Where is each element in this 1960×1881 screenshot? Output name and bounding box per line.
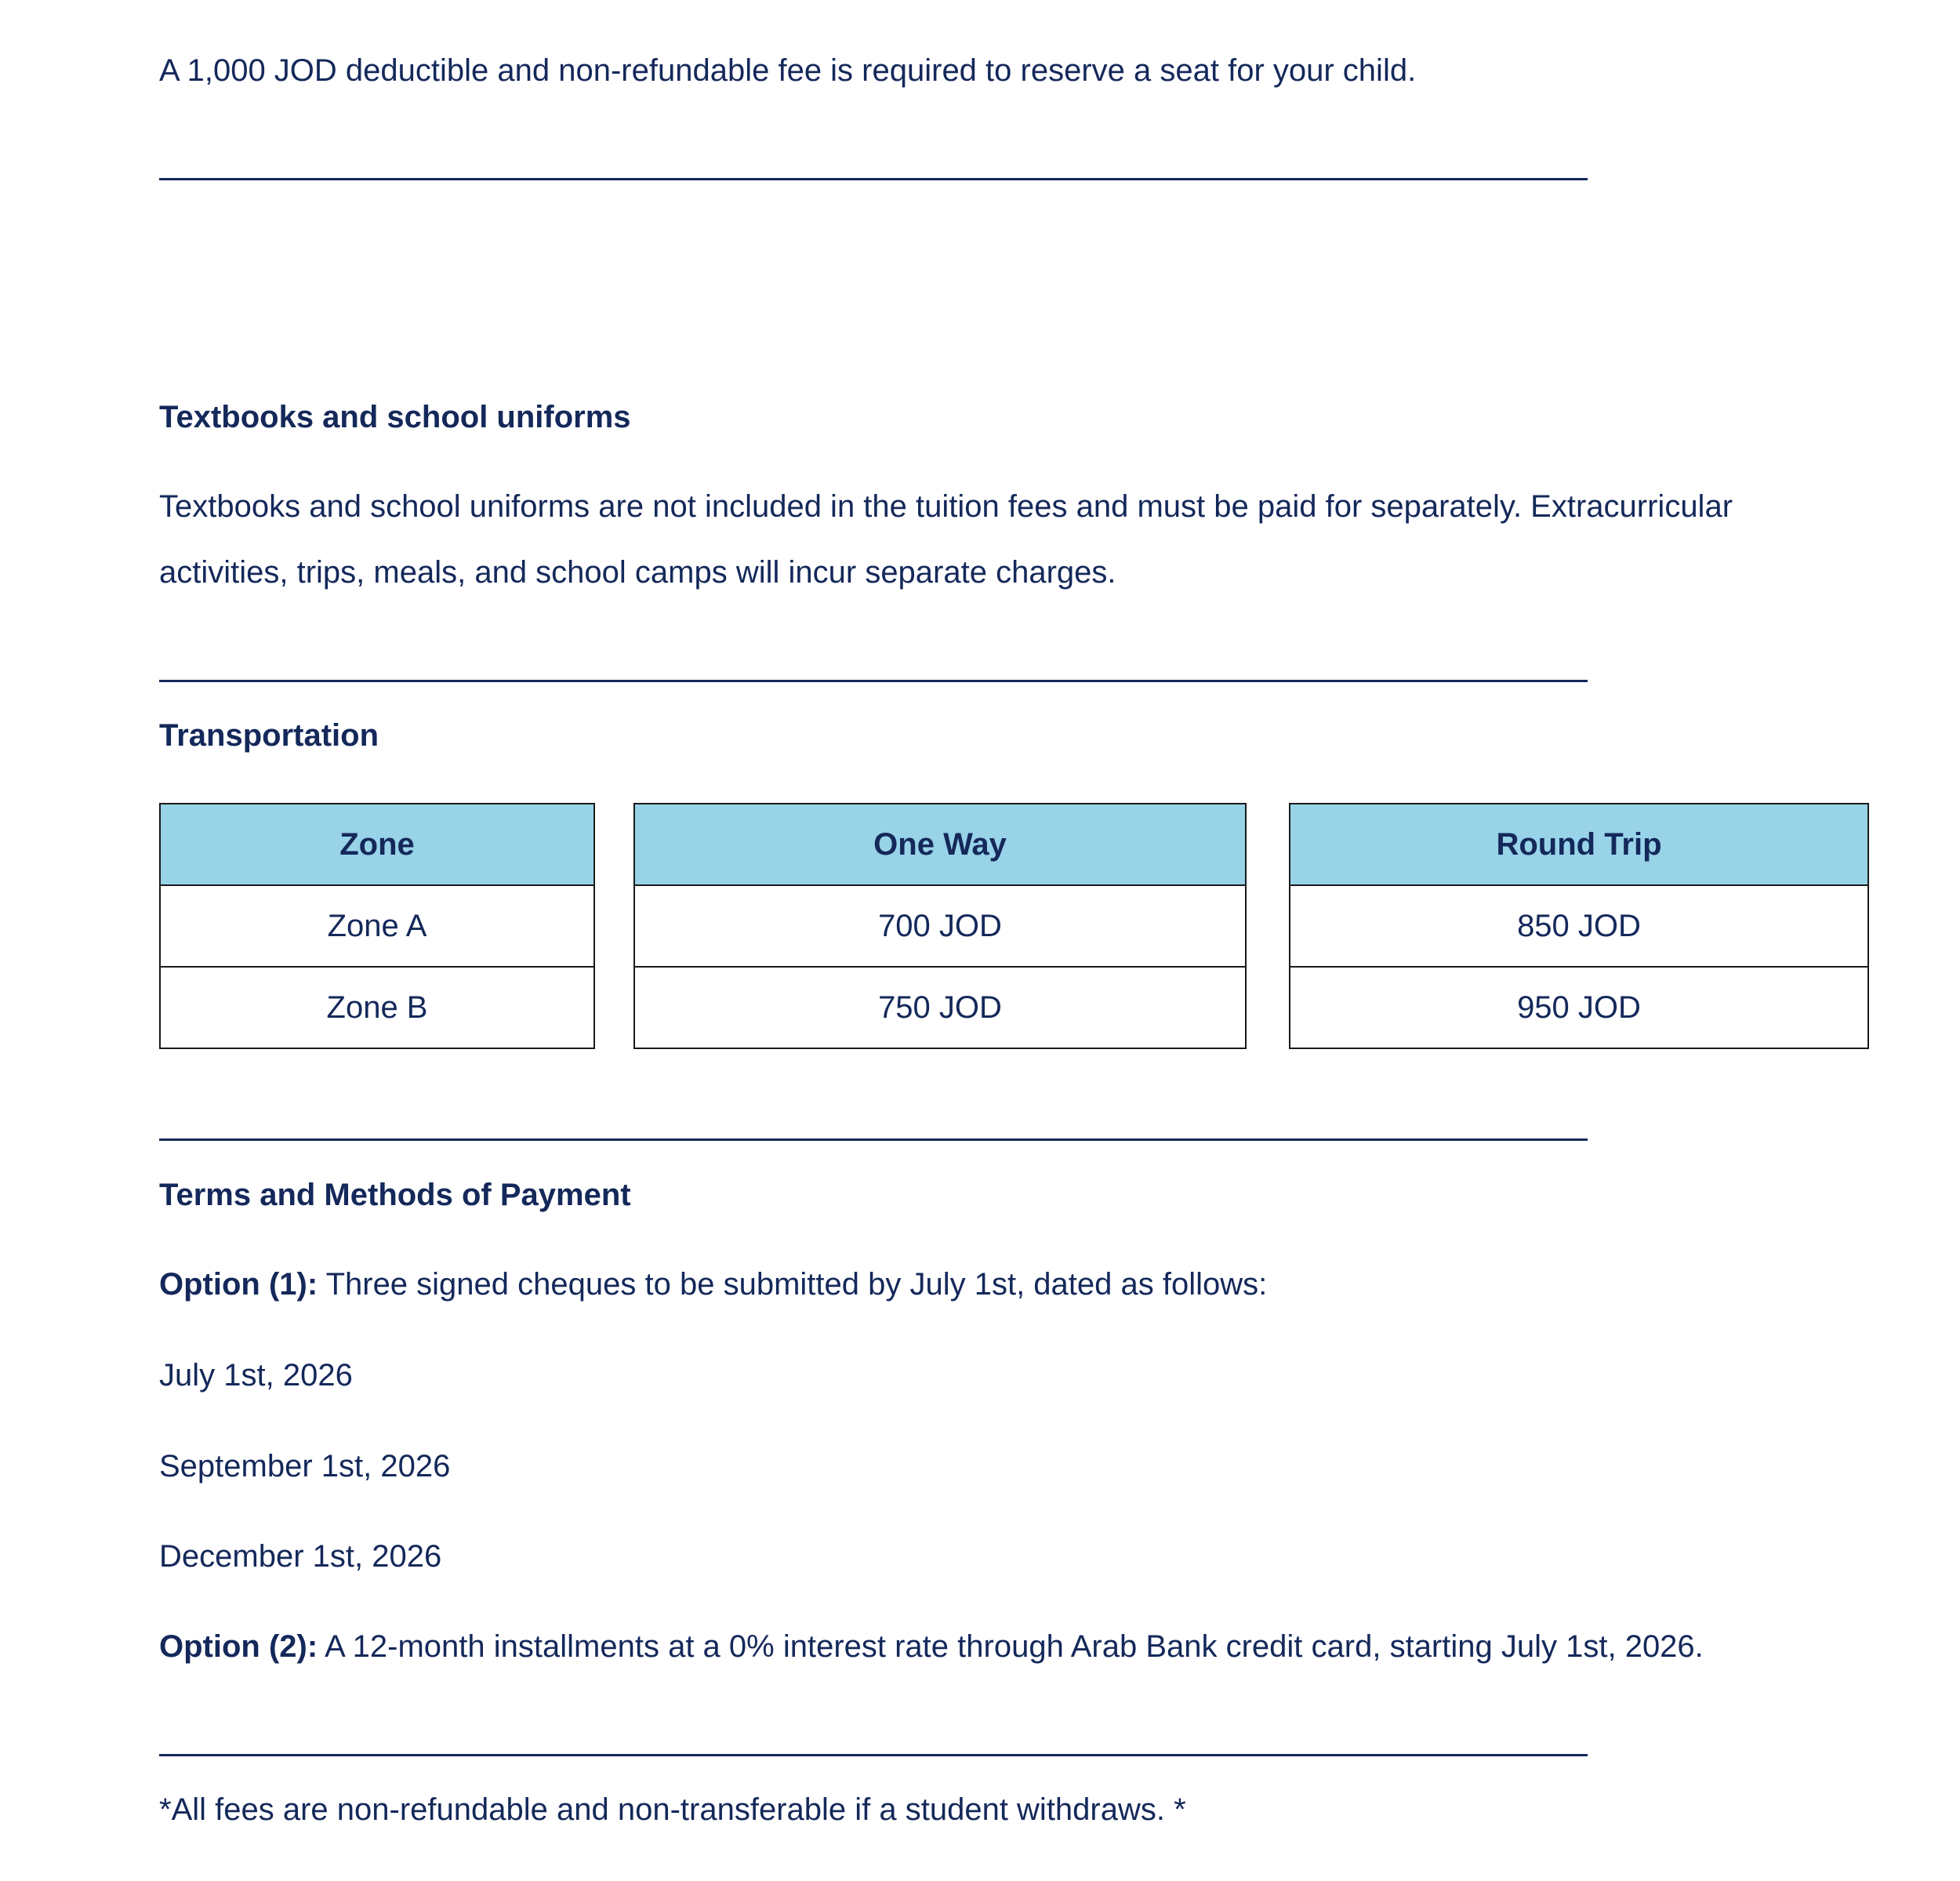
payment-option-1 bbox=[159, 1265, 1267, 1303]
option-1-text: Three signed cheques to be submitted by July 1st, dated as follows: bbox=[318, 1267, 1268, 1302]
table-cell: Zone B bbox=[160, 967, 594, 1048]
table-row bbox=[160, 885, 594, 967]
table-cell: 950 JOD bbox=[1290, 967, 1868, 1048]
payment-date-3: December 1st, 2026 bbox=[159, 1539, 442, 1574]
textbooks-heading: Textbooks and school uniforms bbox=[159, 400, 631, 434]
zone-table bbox=[159, 803, 595, 1049]
table-row bbox=[160, 967, 594, 1048]
table-row bbox=[1290, 804, 1868, 885]
option-2-text: A 12-month installments at a 0% interest rate through Arab Bank credit card, starting July 1st, 2026. bbox=[318, 1629, 1704, 1664]
option-1-label: Option (1): bbox=[159, 1267, 318, 1302]
option-2-label: Option (2): bbox=[159, 1629, 318, 1664]
one-way-header: One Way bbox=[634, 804, 1246, 885]
table-row bbox=[634, 885, 1246, 967]
table-row bbox=[1290, 885, 1868, 967]
table-row bbox=[634, 967, 1246, 1048]
table-cell: 700 JOD bbox=[634, 885, 1246, 967]
footer-note: *All fees are non-refundable and non-transferable if a student withdraws. * bbox=[159, 1792, 1186, 1827]
round-trip-table bbox=[1289, 803, 1869, 1049]
table-cell: 850 JOD bbox=[1290, 885, 1868, 967]
payment-date-1: July 1st, 2026 bbox=[159, 1358, 353, 1393]
reservation-fee-text: A 1,000 JOD deductible and non-refundable fee is required to reserve a seat for your child. bbox=[159, 53, 1417, 88]
table-row bbox=[160, 804, 594, 885]
divider bbox=[159, 1754, 1588, 1756]
payment-option-2 bbox=[159, 1628, 1704, 1665]
table-row bbox=[634, 804, 1246, 885]
divider bbox=[159, 1138, 1588, 1141]
divider bbox=[159, 680, 1588, 682]
one-way-table bbox=[633, 803, 1247, 1049]
transportation-heading: Transportation bbox=[159, 718, 379, 753]
table-cell: Zone A bbox=[160, 885, 594, 967]
textbooks-body: Textbooks and school uniforms are not included in the tuition fees and must be paid for separately. Extracurricular activities, trips, meals, and school camps will incur separate charges. bbox=[159, 489, 1733, 590]
payment-heading: Terms and Methods of Payment bbox=[159, 1178, 631, 1212]
round-trip-header: Round Trip bbox=[1290, 804, 1868, 885]
table-cell: 750 JOD bbox=[634, 967, 1246, 1048]
divider bbox=[159, 178, 1588, 180]
zone-header: Zone bbox=[160, 804, 594, 885]
table-row bbox=[1290, 967, 1868, 1048]
payment-date-2: September 1st, 2026 bbox=[159, 1449, 451, 1483]
